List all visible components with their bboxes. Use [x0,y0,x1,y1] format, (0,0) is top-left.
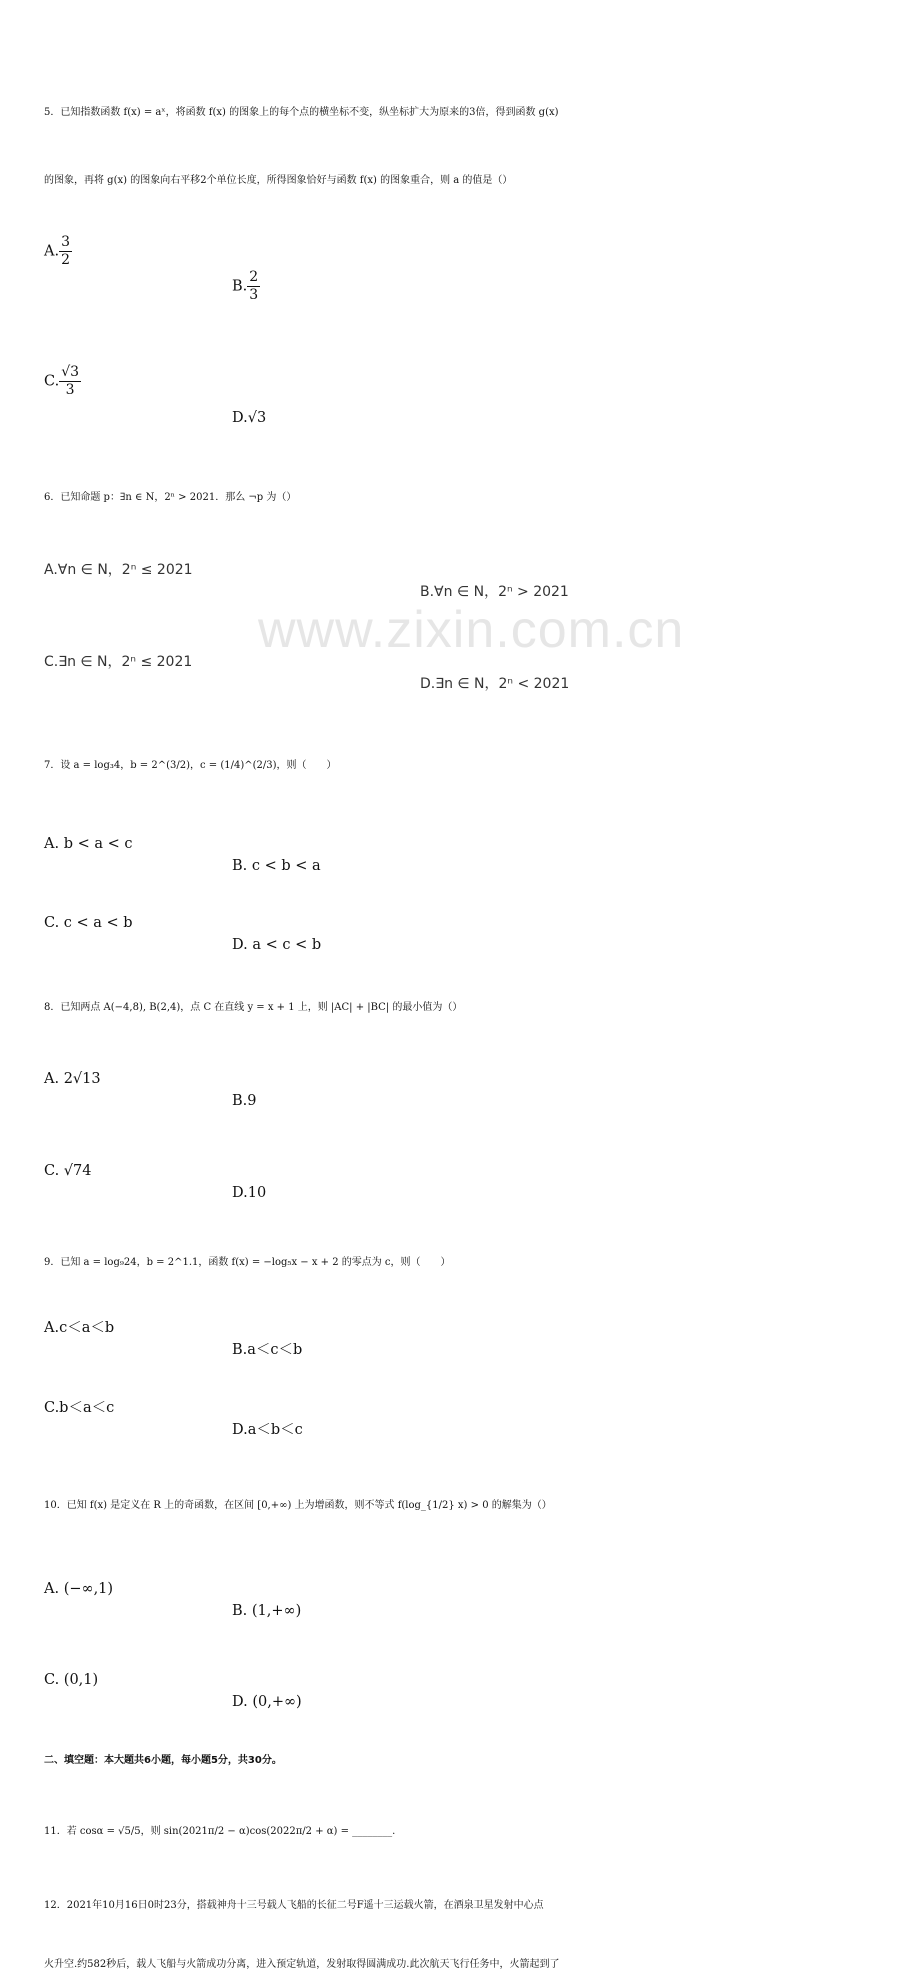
question-8-option-d[interactable]: D.10 [232,1185,267,1201]
question-8-option-c[interactable]: C. √74 [44,1163,92,1179]
question-10-option-c[interactable]: C. (0,1) [44,1672,99,1688]
question-6-stem: 6．已知命题 p：∃n ∈ N，2ⁿ > 2021．那么 ¬p 为（） [44,492,297,503]
option-label: C. [44,373,60,390]
question-10-stem: 10．已知 f(x) 是定义在 R 上的奇函数，在区间 [0,+∞) 上为增函数，则不等式 f(log_{1/2} x) > 0 的解集为（） [44,1500,552,1511]
section-heading-fill-in: 二、填空题：本大题共6小题，每小题5分，共30分。 [44,1755,282,1766]
question-5-stem-line-2: 的图象，再将 g(x) 的图象向右平移2个单位长度，所得图象恰好与函数 f(x) 的图象重合，则 a 的值是（） [44,175,513,186]
option-value: √3 [247,410,267,426]
question-11-stem: 11．若 cosα = √5/5，则 sin(2021π/2 − α)cos(2022π/2 + α) = ________. [44,1826,396,1837]
question-10-option-d[interactable]: D. (0,+∞) [232,1694,302,1710]
question-7-stem: 7．设 a = log₃4，b = 2^(3/2)，c = (1/4)^(2/3)，则（ ） [44,760,337,771]
fraction: $\frac{3}{2}$ [61,234,71,268]
question-7-option-b[interactable]: B. c < b < a [232,858,321,874]
question-7-option-c[interactable]: C. c < a < b [44,915,133,931]
question-8-stem: 8．已知两点 A(−4,8), B(2,4)，点 C 在直线 y = x + 1 上，则 |AC| + |BC| 的最小值为（） [44,1002,463,1013]
question-9-stem: 9．已知 a = log₉24，b = 2^1.1，函数 f(x) = −log₅x − x + 2 的零点为 c，则（ ） [44,1257,451,1268]
question-5-option-b[interactable] [232,269,920,304]
question-5-stem-line-1: 5．已知指数函数 f(x) = aˣ，将函数 f(x) 的图象上的每个点的横坐标不变，纵坐标扩大为原来的3倍，得到函数 g(x) [44,107,559,118]
question-6-option-b[interactable]: B.∀n ∈ N，2ⁿ > 2021 [420,584,569,600]
question-7-option-d[interactable]: D. a < c < b [232,937,322,953]
question-10-option-b[interactable]: B. (1,+∞) [232,1603,302,1619]
question-12-line-1: 12．2021年10月16日0时23分，搭载神舟十三号载人飞船的长征二号F遥十三运载火箭，在酒泉卫星发射中心点 [44,1900,544,1911]
question-5-option-c[interactable] [44,364,920,399]
question-12-line-2: 火升空.约582秒后，载人飞船与火箭成功分离，进入预定轨道，发射取得圆满成功.此次航天飞行任务中，火箭起到了 [44,1959,560,1970]
question-6-option-d[interactable]: D.∃n ∈ N，2ⁿ < 2021 [420,676,570,692]
question-8-option-b[interactable]: B.9 [232,1093,257,1109]
question-5-option-a[interactable] [44,234,920,269]
question-8-option-a[interactable]: A. 2√13 [44,1071,101,1087]
question-6-option-c[interactable]: C.∃n ∈ N，2ⁿ ≤ 2021 [44,654,193,670]
question-10-option-a[interactable]: A. (−∞,1) [44,1581,114,1597]
question-5-option-d[interactable] [232,407,920,429]
question-9-option-d[interactable]: D.a＜b＜c [232,1422,303,1438]
question-9-option-c[interactable]: C.b＜a＜c [44,1400,115,1416]
fraction: $\frac{2}{3}$ [249,269,259,303]
fraction: $\frac{√3}{3}$ [61,364,80,398]
option-label: D. [232,410,248,426]
watermark: www.zixin.com.cn [258,601,685,659]
option-label: A. [44,243,60,260]
question-7-option-a[interactable]: A. b < a < c [44,836,133,852]
question-6-option-a[interactable]: A.∀n ∈ N，2ⁿ ≤ 2021 [44,562,193,578]
question-9-option-b[interactable]: B.a＜c＜b [232,1342,303,1358]
option-label: B. [232,278,248,295]
question-9-option-a[interactable]: A.c＜a＜b [44,1320,115,1336]
